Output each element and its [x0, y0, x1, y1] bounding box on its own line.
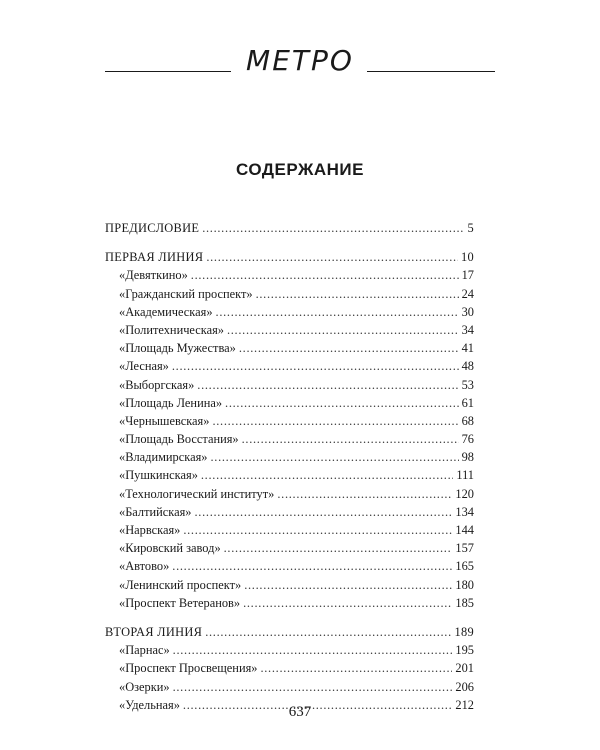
toc-entry[interactable]: [105, 376, 474, 394]
page-number: 637: [288, 704, 312, 720]
toc-page-number: 34: [461, 322, 474, 337]
running-header: [105, 44, 495, 78]
toc-page-number: 180: [455, 577, 474, 592]
toc-leader-dots: [173, 678, 453, 696]
toc-entry[interactable]: [105, 678, 474, 696]
toc-page-number: 206: [455, 679, 474, 694]
toc-entry[interactable]: [105, 594, 474, 612]
toc-label: «Владимирская»: [119, 450, 208, 465]
toc-label: «Гражданский проспект»: [119, 286, 253, 301]
toc-leader-dots: [202, 219, 464, 237]
book-logo: МЕТРО: [246, 44, 354, 77]
toc-label: «Автово»: [119, 559, 170, 574]
toc-page-number: 53: [461, 377, 474, 392]
toc-label: «Площадь Ленина»: [119, 395, 223, 410]
toc-page-number: 41: [461, 341, 474, 356]
toc-entry[interactable]: [105, 357, 474, 375]
toc-entry[interactable]: [105, 412, 474, 430]
toc-label: «Академическая»: [119, 304, 213, 319]
toc-leader-dots: [173, 641, 453, 659]
toc-entry[interactable]: [105, 521, 474, 539]
toc-leader-dots: [195, 503, 453, 521]
toc-entry[interactable]: [105, 339, 474, 357]
toc-leader-dots: [242, 430, 459, 448]
toc-label: «Озерки»: [119, 679, 170, 694]
toc-page-number: 120: [455, 486, 474, 501]
toc-page-number: 195: [455, 643, 474, 658]
toc-entry[interactable]: [105, 557, 474, 575]
toc-entry[interactable]: [105, 659, 474, 677]
toc-label: «Нарвская»: [119, 523, 181, 537]
header-rule-left: [105, 71, 231, 72]
toc-leader-dots: [277, 485, 452, 503]
toc-leader-dots: [225, 394, 459, 412]
toc-leader-dots: [239, 339, 459, 357]
toc-section[interactable]: [105, 248, 474, 266]
toc-entry[interactable]: [105, 285, 474, 303]
toc-page-number: 157: [455, 541, 474, 556]
toc-leader-dots: [197, 376, 458, 394]
toc-entry[interactable]: [105, 266, 474, 284]
table-of-contents: [105, 219, 474, 714]
toc-leader-dots: [243, 594, 452, 612]
toc-label: «Площадь Восстания»: [119, 432, 239, 447]
toc-page-number: 24: [461, 286, 474, 301]
page-title: СОДЕРЖАНИЕ: [236, 160, 364, 179]
toc-entry[interactable]: [105, 303, 474, 321]
toc-page-number: 61: [461, 395, 474, 410]
toc-entry[interactable]: [105, 466, 474, 484]
toc-page-number: 17: [461, 268, 474, 283]
toc-label: ПЕРВАЯ ЛИНИЯ: [105, 250, 204, 265]
toc-page-number: 144: [455, 523, 474, 537]
toc-leader-dots: [183, 521, 452, 539]
toc-label: «Технологический институт»: [119, 486, 275, 501]
toc-leader-dots: [191, 266, 459, 284]
toc-leader-dots: [172, 557, 452, 575]
toc-section[interactable]: [105, 623, 474, 641]
toc-label: «Проспект Ветеранов»: [119, 595, 241, 610]
toc-label: «Ленинский проспект»: [119, 577, 242, 592]
toc-page-number: 134: [455, 504, 474, 519]
toc-page-number: 30: [461, 304, 474, 319]
toc-leader-dots: [210, 448, 458, 466]
toc-entry[interactable]: [105, 576, 474, 594]
toc-page-number: 111: [456, 468, 474, 483]
toc-entry[interactable]: [105, 394, 474, 412]
toc-entry[interactable]: [105, 321, 474, 339]
toc-entry[interactable]: [105, 430, 474, 448]
toc-page-number: 185: [455, 595, 474, 610]
toc-label: «Проспект Просвещения»: [119, 661, 258, 676]
toc-page-number: 48: [461, 359, 474, 374]
toc-entry[interactable]: [105, 539, 474, 557]
toc-page-number: 76: [461, 432, 474, 447]
toc-leader-dots: [256, 285, 459, 303]
toc-label: «Балтийская»: [119, 504, 192, 519]
toc-label: «Выборгская»: [119, 377, 195, 392]
toc-leader-dots: [212, 412, 458, 430]
toc-entry[interactable]: [105, 503, 474, 521]
toc-label: «Площадь Мужества»: [119, 341, 236, 356]
toc-label: «Девяткино»: [119, 268, 188, 283]
toc-leader-dots: [205, 623, 451, 641]
toc-label: «Парнас»: [119, 643, 170, 658]
toc-page-number: 98: [461, 450, 474, 465]
header-rule-right: [367, 71, 495, 72]
toc-entry[interactable]: [105, 485, 474, 503]
toc-leader-dots: [244, 576, 452, 594]
toc-page-number: 68: [461, 413, 474, 428]
toc-label: «Кировский завод»: [119, 541, 221, 556]
toc-leader-dots: [224, 539, 453, 557]
toc-page-number: 201: [455, 661, 474, 676]
toc-leader-dots: [216, 303, 459, 321]
toc-leader-dots: [206, 248, 458, 266]
toc-leader-dots: [227, 321, 459, 339]
toc-leader-dots: [260, 659, 452, 677]
toc-label: «Удельная»: [119, 697, 180, 712]
toc-page-number: 5: [467, 221, 474, 235]
toc-label: «Лесная»: [119, 359, 169, 374]
toc-label: «Политехническая»: [119, 322, 224, 337]
toc-label: ВТОРАЯ ЛИНИЯ: [105, 624, 203, 639]
toc-entry[interactable]: [105, 448, 474, 466]
toc-label: «Чернышевская»: [119, 413, 210, 428]
toc-section[interactable]: [105, 219, 474, 237]
toc-page-number: 165: [455, 559, 474, 574]
toc-entry[interactable]: [105, 641, 474, 659]
toc-label: «Пушкинская»: [119, 468, 198, 483]
toc-page-number: 212: [455, 697, 474, 712]
toc-page-number: 189: [454, 624, 474, 639]
toc-leader-dots: [172, 357, 459, 375]
toc-leader-dots: [201, 466, 453, 484]
toc-label: ПРЕДИСЛОВИЕ: [105, 221, 200, 235]
toc-page-number: 10: [461, 250, 474, 265]
